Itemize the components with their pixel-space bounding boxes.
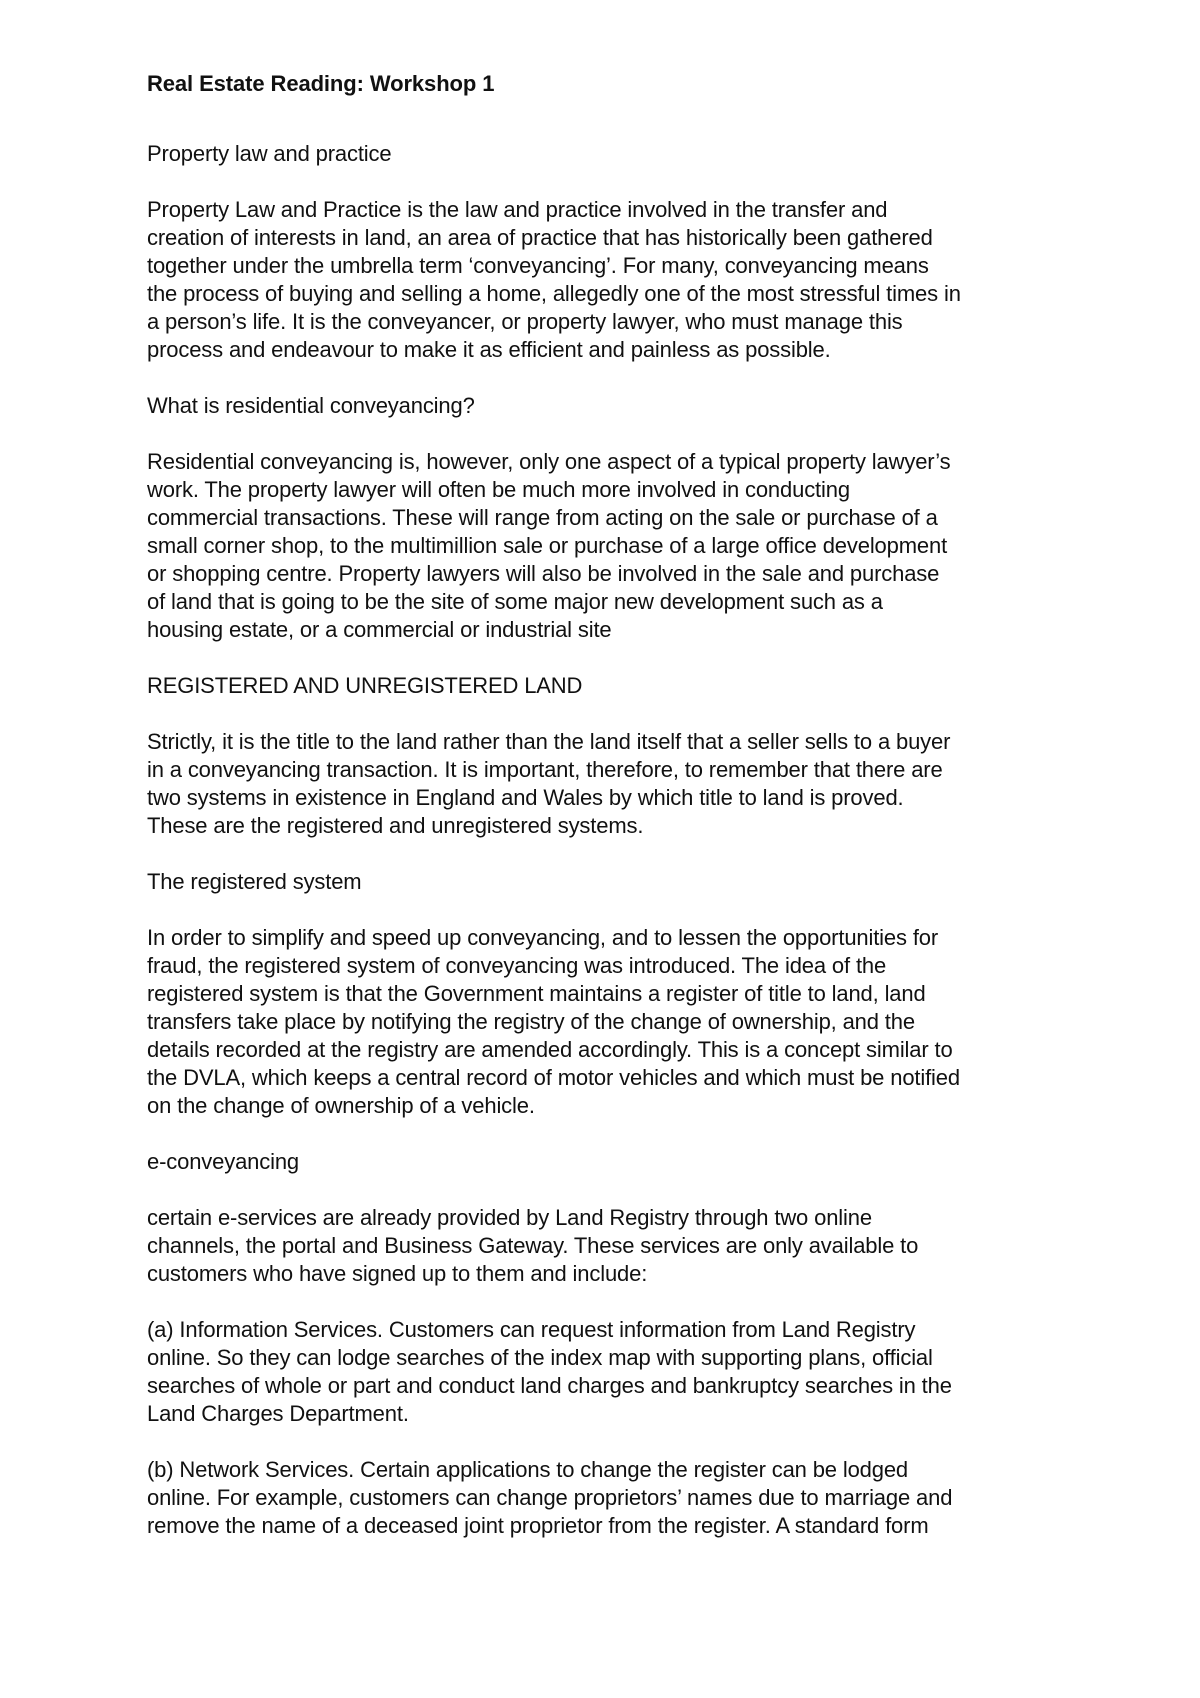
heading-registered-unregistered: REGISTERED AND UNREGISTERED LAND — [147, 673, 583, 698]
heading-property-law: Property law and practice — [147, 141, 392, 166]
document-page — [147, 70, 1077, 1568]
paragraph-registered-system: In order to simplify and speed up conveyancing, and to lessen the opportunities for fraud, the registered system of conveyancing was introduced. The idea of the registered system is that the Government maintains a register of title to land, land transfers take place by notifying the registry of the change of ownership, and the details recorded at the registry are amended accordingly. This is a concept similar to the DVLA, which keeps a central record of motor vehicles and which must be notified on the change of ownership of a vehicle. — [147, 925, 960, 1118]
paragraph-e-conveyancing: certain e-services are already provided by Land Registry through two online channels, the portal and Business Gateway. These services are only available to customers who have signed up to them and include: — [147, 1205, 919, 1286]
paragraph-registered-unregistered: Strictly, it is the title to the land rather than the land itself that a seller sells to a buyer in a conveyancing transaction. It is important, therefore, to remember that there are two systems in existence in England and Wales by which title to land is proved. These are the registered and unregistered systems. — [147, 729, 951, 838]
heading-registered-system: The registered system — [147, 869, 362, 894]
paragraph-residential-conveyancing: Residential conveyancing is, however, only one aspect of a typical property lawyer’s work. The property lawyer will often be much more involved in conducting commercial transactions. These will range from acting on the sale or purchase of a small corner shop, to the multimillion sale or purchase of a large office development or shopping centre. Property lawyers will also be involved in the sale and purchase of land that is going to be the site of some major new development such as a housing estate, or a commercial or industrial site — [147, 449, 951, 642]
list-item-information-services: (a) Information Services. Customers can request information from Land Registry online. So they can lodge searches of the index map with supporting plans, official searches of whole or part and conduct land charges and bankruptcy searches in the Land Charges Department. — [147, 1317, 952, 1426]
list-item-network-services: (b) Network Services. Certain applications to change the register can be lodged online. For example, customers can change proprietors’ names due to marriage and remove the name of a deceased joint proprietor from the register. A standard form — [147, 1457, 953, 1538]
heading-e-conveyancing: e-conveyancing — [147, 1149, 299, 1174]
paragraph-property-law: Property Law and Practice is the law and practice involved in the transfer and creation of interests in land, an area of practice that has historically been gathered together under the umbrella term ‘conveyancing’. For many, conveyancing means the process of buying and selling a home, allegedly one of the most stressful times in a person’s life. It is the conveyancer, or property lawyer, who must manage this process and endeavour to make it as efficient and painless as possible. — [147, 197, 961, 362]
document-title: Real Estate Reading: Workshop 1 — [147, 71, 495, 96]
heading-residential-conveyancing: What is residential conveyancing? — [147, 393, 475, 418]
